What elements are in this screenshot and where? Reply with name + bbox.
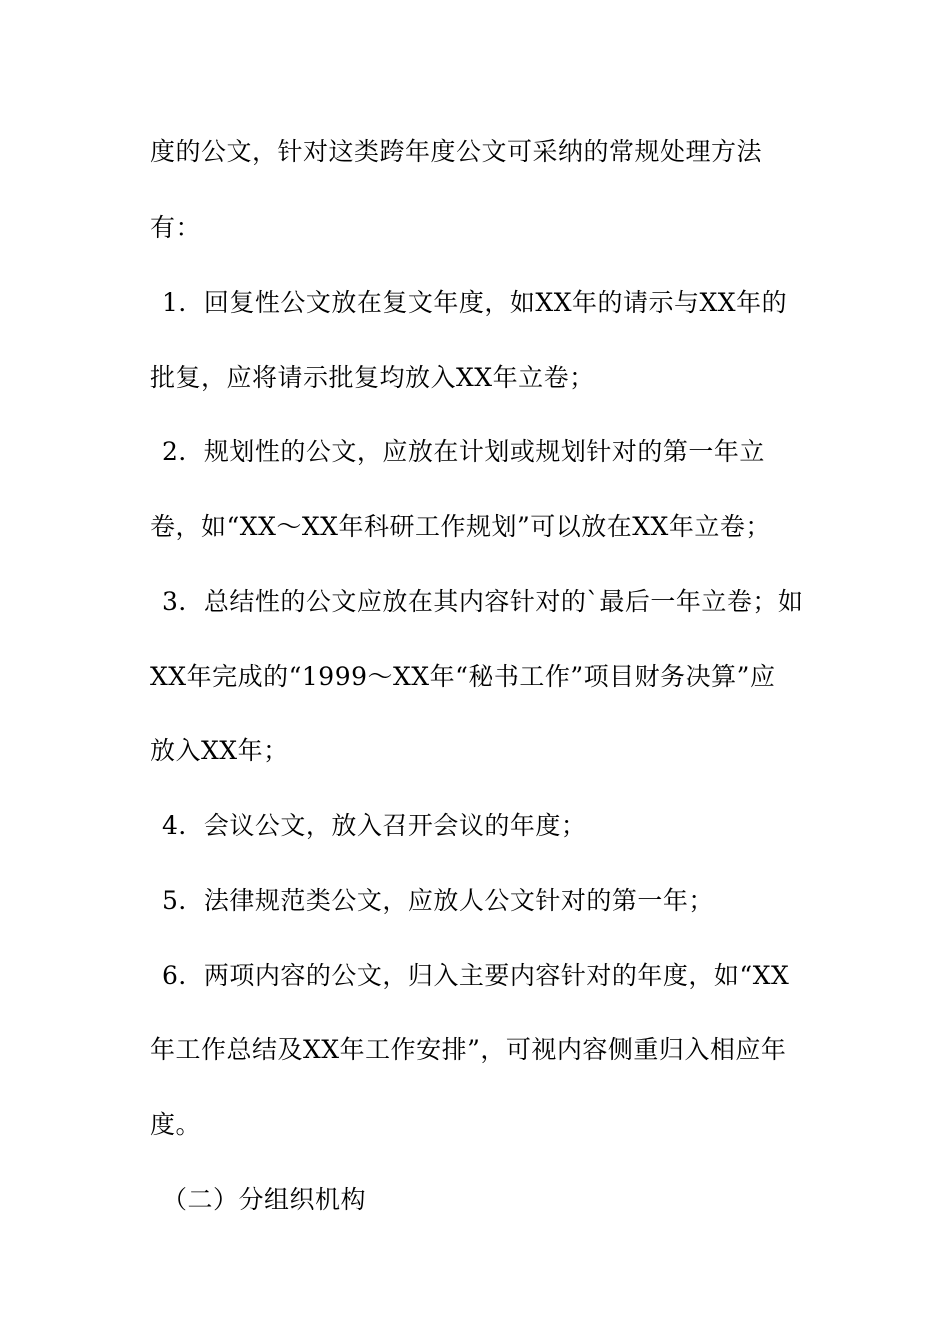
paragraph-line-2: 有： (150, 213, 202, 242)
list-item-3-line-2: XX年完成的“1999～XX年“秘书工作”项目财务决算”应 (150, 662, 776, 691)
list-item-1-line-2: 批复，应将请示批复均放入XX年立卷； (150, 363, 595, 392)
section-heading: （二）分组织机构 (162, 1185, 367, 1214)
list-item-6-line-3: 度。 (150, 1110, 202, 1139)
list-item-6-line-1: 6．两项内容的公文，归入主要内容针对的年度，如“XX (162, 961, 790, 990)
list-item-1-line-1: 1．回复性公文放在复文年度，如XX年的请示与XX年的 (162, 288, 788, 317)
list-item-2-line-2: 卷，如“XX～XX年科研工作规划”可以放在XX年立卷； (150, 512, 771, 541)
list-item-2-line-1: 2．规划性的公文，应放在计划或规划针对的第一年立 (162, 437, 765, 466)
list-item-4: 4．会议公文，放入召开会议的年度； (162, 811, 587, 840)
paragraph-line-1: 度的公文，针对这类跨年度公文可采纳的常规处理方法 (150, 137, 763, 166)
list-item-3-line-1: 3．总结性的公文应放在其内容针对的`最后一年立卷；如 (162, 587, 804, 616)
list-item-6-line-2: 年工作总结及XX年工作安排”，可视内容侧重归入相应年 (150, 1035, 787, 1064)
list-item-3-line-3: 放入XX年； (150, 736, 289, 765)
list-item-5: 5．法律规范类公文，应放人公文针对的第一年； (162, 886, 714, 915)
